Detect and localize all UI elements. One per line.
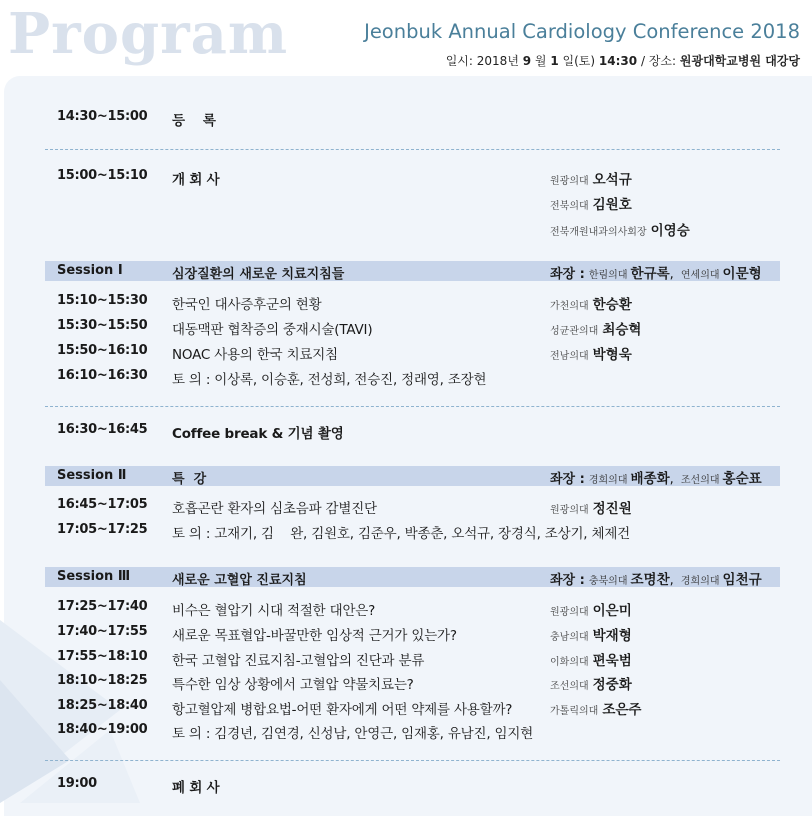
divider	[45, 406, 780, 407]
speaker	[550, 293, 632, 313]
session-3-header	[45, 567, 780, 587]
chair-affiliation: 한림의대	[588, 270, 628, 281]
speaker-affiliation: 원광의대	[550, 607, 589, 618]
divider	[45, 760, 780, 761]
chair-name: 임천규	[722, 572, 762, 588]
item-title: 등 록	[172, 113, 216, 129]
speaker-name: 이은미	[592, 603, 632, 619]
discussion-panel: 토 의 : 고재기, 김 완, 김원호, 김준우, 박종춘, 오석규, 장경식, 조상기, 체제건	[172, 526, 630, 542]
date-time: 14:30	[598, 54, 638, 68]
time-slot: 15:50~16:10	[57, 343, 148, 358]
speaker-name: 김원호	[592, 197, 632, 213]
time-slot: 14:30~15:00	[57, 109, 148, 124]
talk-row	[45, 621, 780, 645]
session-chairs	[550, 262, 762, 282]
time-slot: 17:40~17:55	[57, 624, 148, 639]
coffee-break-row	[45, 419, 780, 443]
item-title: 개 회 사	[172, 172, 220, 188]
discussion-panel: 토 의 : 김경년, 김연경, 신성남, 안영근, 임재홍, 유남진, 임지현	[172, 726, 534, 742]
talk-title: 한국 고혈압 진료지침-고혈압의 진단과 분류	[172, 653, 425, 669]
talk-row	[45, 494, 780, 518]
speaker	[550, 318, 641, 338]
time-slot: 18:25~18:40	[57, 698, 148, 713]
discussion-row	[45, 719, 780, 743]
session-label: Session Ⅰ	[57, 263, 123, 278]
discussion-row	[45, 519, 780, 543]
talk-title: 호흡곤란 환자의 심초음파 감별진단	[172, 501, 377, 517]
talk-title: 대동맥판 협착증의 중재시술(TAVI)	[172, 322, 373, 338]
talk-row	[45, 670, 780, 694]
chair-affiliation: 연세의대	[680, 270, 720, 281]
speaker	[550, 673, 632, 693]
session-title: 새로운 고혈압 진료지침	[172, 573, 307, 588]
chair-affiliation: 경희의대	[680, 576, 720, 587]
session-chairs	[550, 467, 762, 487]
speaker-affiliation: 가천의대	[550, 301, 589, 312]
item-title: 폐 회 사	[172, 780, 220, 796]
talk-title: 비수은 혈압기 시대 적절한 대안은?	[172, 603, 376, 619]
divider	[45, 149, 780, 150]
speaker-affiliation: 이화의대	[550, 657, 589, 668]
talk-row	[45, 340, 780, 364]
speaker-affiliation: 전북의대	[550, 201, 589, 212]
speaker-name: 박재형	[592, 628, 632, 644]
speaker-affiliation: 가톨릭의대	[550, 706, 599, 717]
chair-name: 배종화	[630, 471, 670, 487]
talk-row	[45, 290, 780, 314]
program-watermark-title: Program	[8, 1, 289, 67]
speaker-name: 한승환	[592, 297, 632, 313]
speaker	[550, 599, 632, 619]
time-slot: 18:10~18:25	[57, 673, 148, 688]
speaker-affiliation: 충남의대	[550, 632, 589, 643]
date-month: 9	[522, 54, 532, 68]
speaker-name: 오석규	[592, 172, 632, 188]
discussion-row	[45, 365, 780, 389]
chair-affiliation: 조선의대	[680, 475, 720, 486]
speaker-affiliation: 조선의대	[550, 681, 589, 692]
talk-title: 한국인 대사증후군의 현황	[172, 297, 322, 313]
speaker	[550, 624, 632, 644]
date-year: 2018	[476, 54, 508, 68]
date-month-unit: 월	[534, 54, 547, 68]
time-slot: 16:45~17:05	[57, 497, 148, 512]
time-slot: 17:25~17:40	[57, 599, 148, 614]
time-slot: 18:40~19:00	[57, 722, 148, 737]
speaker	[550, 219, 690, 239]
talk-row	[45, 596, 780, 620]
speaker-name: 박형욱	[592, 347, 632, 363]
talk-row	[45, 646, 780, 670]
speaker-name: 정중화	[592, 677, 632, 693]
speaker-affiliation: 전남의대	[550, 351, 589, 362]
chair-name: 홍순표	[722, 471, 762, 487]
chair-label: 좌장 :	[550, 267, 585, 282]
time-slot: 15:30~15:50	[57, 318, 148, 333]
speaker-affiliation: 전북개원내과의사회장	[550, 227, 647, 238]
session-2-header	[45, 466, 780, 486]
speaker-affiliation: 원광의대	[550, 505, 589, 516]
opening-row-3	[45, 216, 780, 240]
discussion-panel: 토 의 : 이상록, 이승훈, 전성희, 전승진, 정래영, 조장현	[172, 372, 487, 388]
chair-label: 좌장 :	[550, 573, 585, 588]
chair-label: 좌장 :	[550, 472, 585, 487]
chair-name: 조명찬	[630, 572, 670, 588]
chair-separator: ,	[669, 267, 674, 282]
speaker	[550, 649, 632, 669]
session-label: Session Ⅱ	[57, 468, 127, 483]
session-title: 심장질환의 새로운 치료지침들	[172, 267, 345, 282]
speaker-affiliation: 원광의대	[550, 176, 589, 187]
session-title: 특 강	[172, 472, 207, 487]
date-separator: /	[640, 54, 645, 68]
talk-title: 항고혈압제 병합요법-어떤 환자에게 어떤 약제를 사용할까?	[172, 702, 513, 718]
date-venue-line	[446, 52, 800, 69]
talk-row	[45, 695, 780, 719]
talk-title: NOAC 사용의 한국 치료지침	[172, 347, 338, 363]
speaker	[550, 698, 641, 718]
speaker-name: 정진원	[592, 501, 632, 517]
speaker-name: 편욱범	[592, 653, 632, 669]
time-slot: 17:55~18:10	[57, 649, 148, 664]
chair-name: 한규록	[630, 266, 670, 282]
date-day: 1	[550, 54, 559, 68]
speaker	[550, 168, 632, 188]
session-chairs	[550, 568, 762, 588]
venue-name: 원광대학교병원 대강당	[679, 54, 800, 68]
speaker	[550, 343, 632, 363]
time-slot: 17:05~17:25	[57, 522, 148, 537]
speaker-name: 조은주	[602, 702, 642, 718]
talk-title: 특수한 임상 상황에서 고혈압 약물치료는?	[172, 677, 414, 693]
conference-title: Jeonbuk Annual Cardiology Conference 2018	[364, 20, 800, 43]
speaker-affiliation: 성균관의대	[550, 326, 599, 337]
registration-row	[45, 106, 780, 130]
time-slot: 19:00	[57, 776, 97, 791]
chair-affiliation: 충북의대	[588, 576, 628, 587]
speaker	[550, 497, 632, 517]
speaker-name: 이영승	[650, 223, 690, 239]
talk-title: 새로운 목표혈압-바꿀만한 임상적 근거가 있는가?	[172, 628, 457, 644]
closing-row	[45, 773, 780, 797]
time-slot: 15:10~15:30	[57, 293, 148, 308]
session-1-header	[45, 261, 780, 281]
date-day-unit: 일(토)	[562, 54, 596, 68]
chair-separator: ,	[669, 573, 674, 588]
date-year-unit: 년	[507, 54, 519, 68]
date-label: 일시:	[445, 54, 473, 68]
item-title: Coffee break & 기념 촬영	[172, 426, 344, 442]
chair-name: 이문형	[722, 266, 762, 282]
chair-separator: ,	[669, 472, 674, 487]
venue-label: 장소:	[648, 54, 677, 68]
chair-affiliation: 경희의대	[588, 475, 628, 486]
opening-row-2	[45, 190, 780, 214]
speaker-name: 최승혁	[602, 322, 642, 338]
time-slot: 15:00~15:10	[57, 168, 148, 183]
talk-row	[45, 315, 780, 339]
time-slot: 16:10~16:30	[57, 368, 148, 383]
time-slot: 16:30~16:45	[57, 422, 148, 437]
speaker	[550, 193, 632, 213]
opening-row	[45, 165, 780, 189]
session-label: Session Ⅲ	[57, 569, 131, 584]
